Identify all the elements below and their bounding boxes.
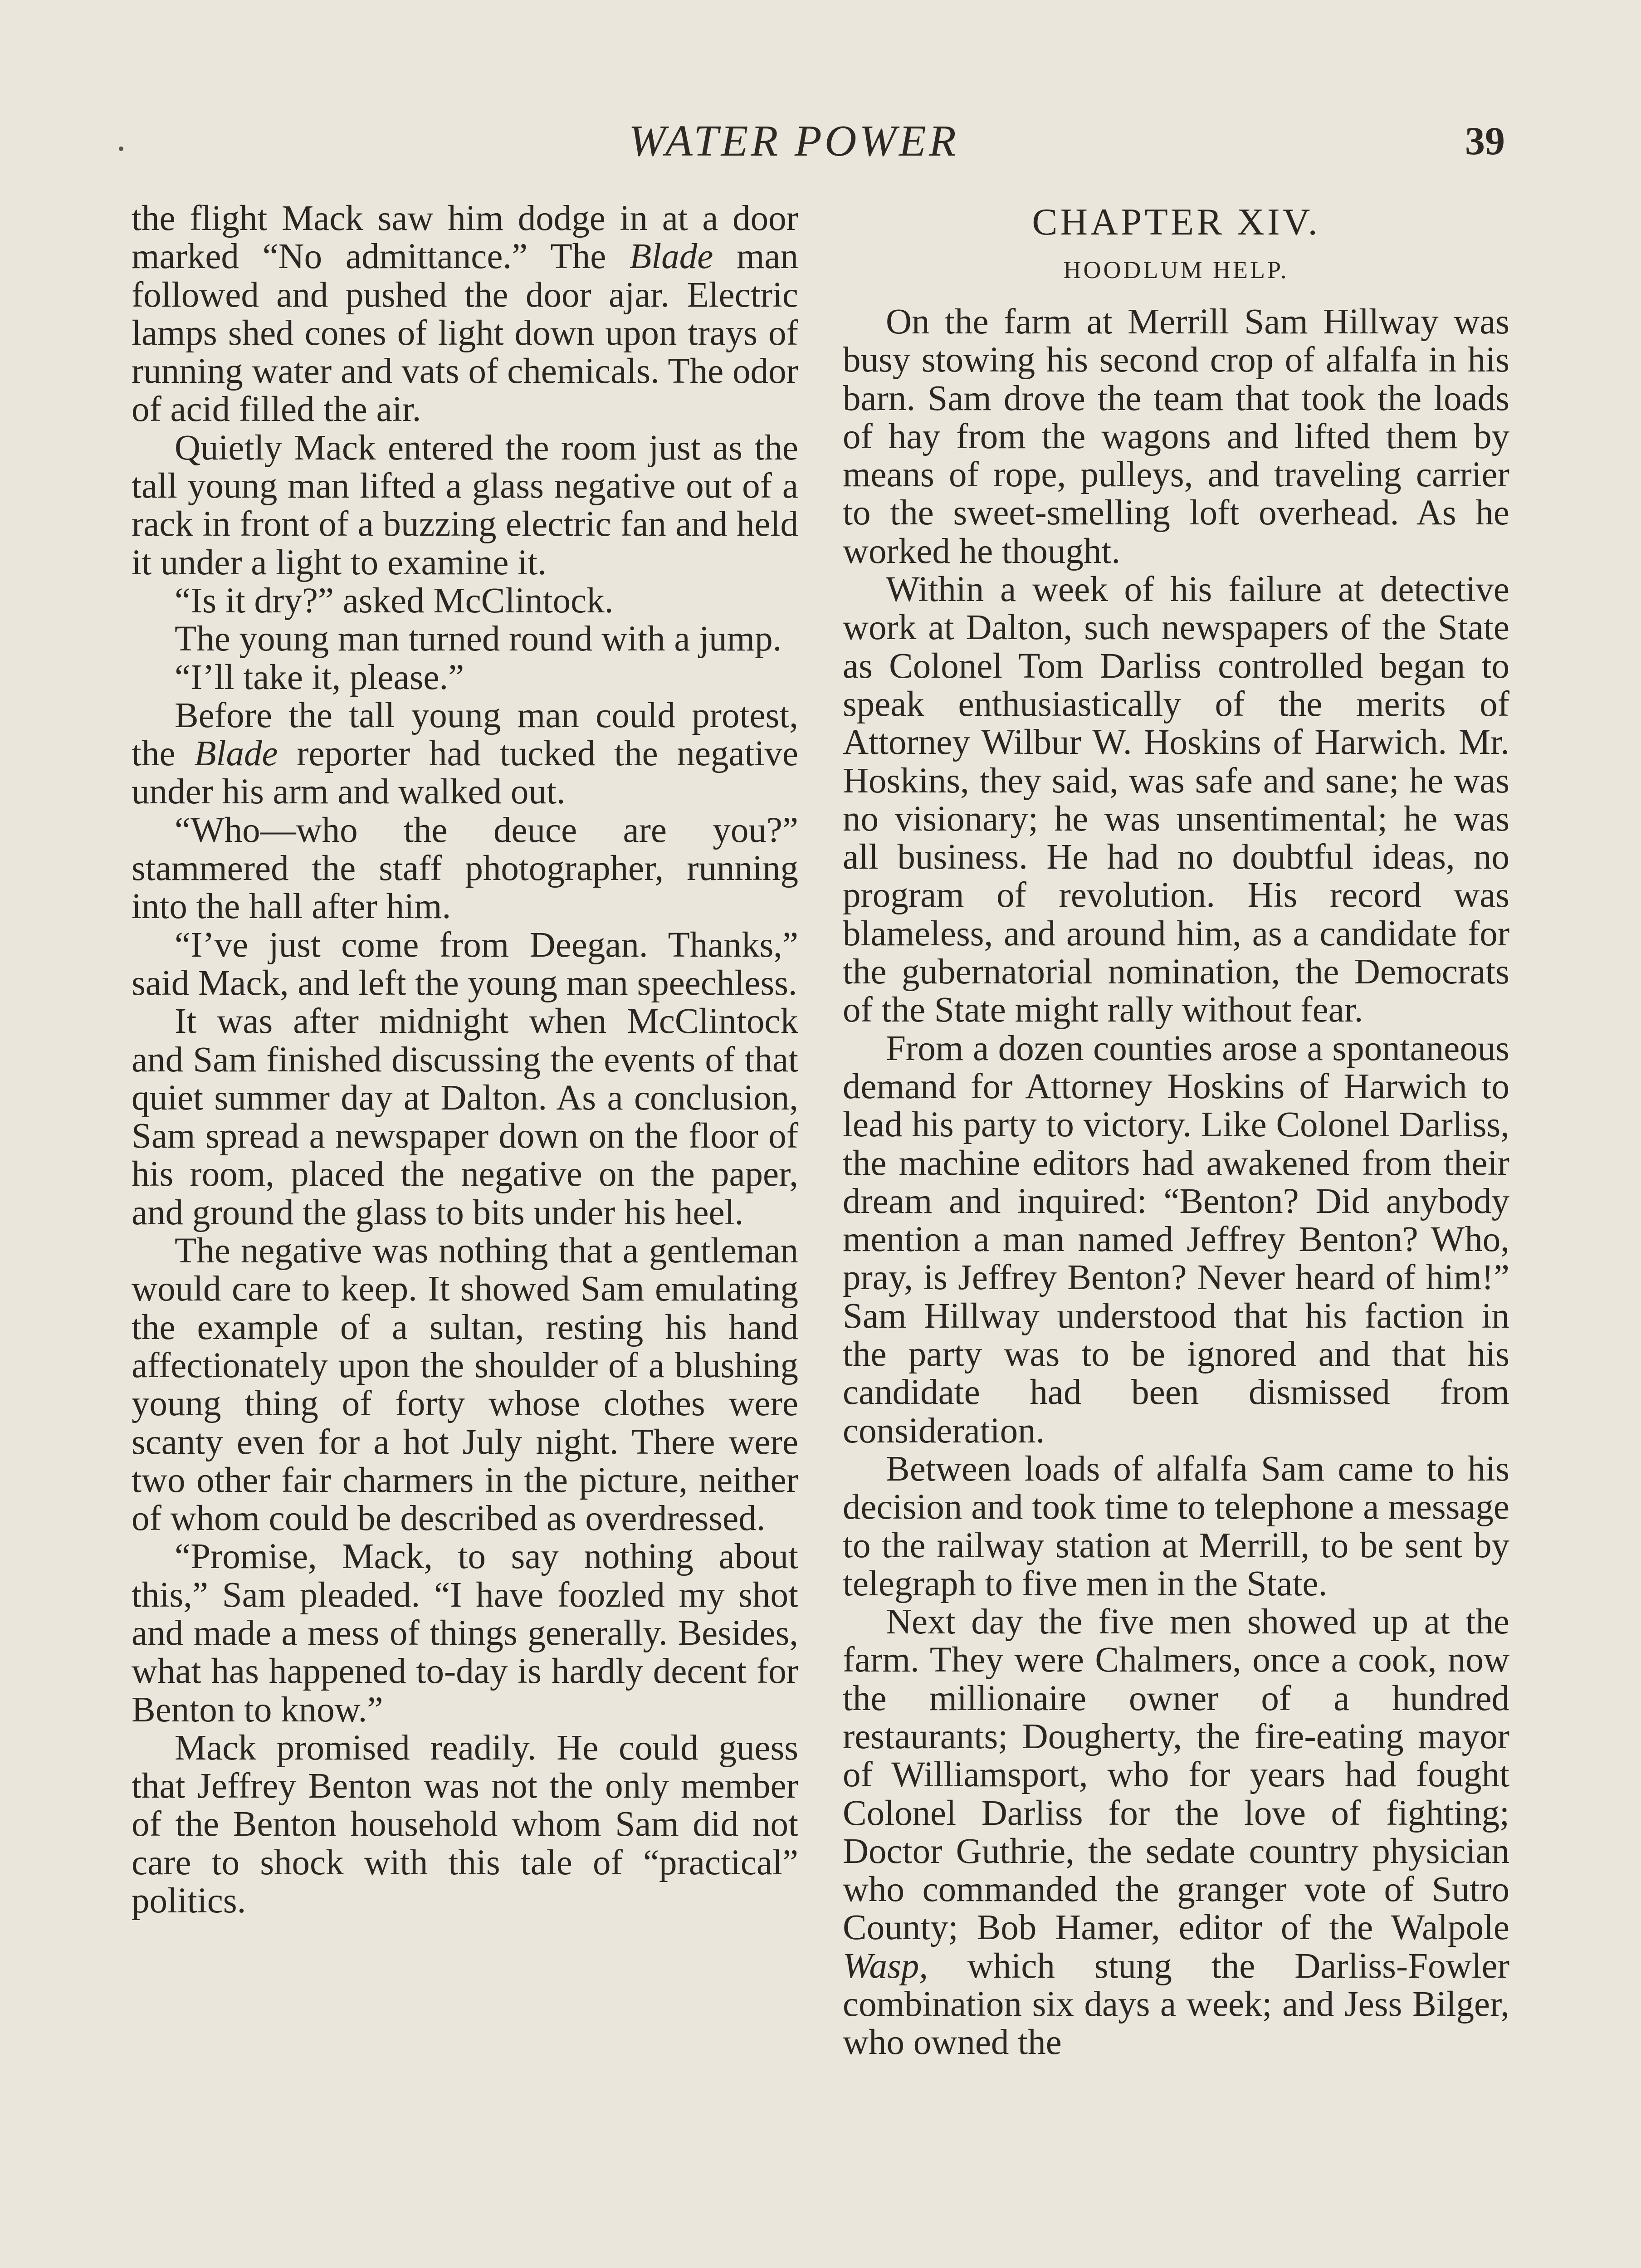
chapter-subtitle: HOODLUM HELP. — [1063, 256, 1289, 284]
running-head — [0, 116, 1641, 175]
paragraph: Within a week of his failure at detective work at Dalton, such newspapers of the State as Colonel Tom Darliss controlled began to speak enthusiastically of the merits of Attorney Wilbur W. Hoskins of Harwich. Mr. Hoskins, they said, was safe and sane; he was no visionary; he was unsentimental; he was all business. He had no doubtful ideas, no program of revolution. His record was blameless, and around him, as a candidate for the gubernatorial nomination, the Democrats of the State might rally without fear. — [843, 570, 1509, 1030]
paragraph: “Is it dry?” asked McClintock. — [175, 581, 614, 621]
paragraph: “I’ll take it, please.” — [175, 657, 464, 697]
paragraph: Quietly Mack entered the room just as the tall young man lifted a glass negative out of a rack in front of a buzzing electric fan and held it under a light to examine it. — [132, 428, 798, 582]
margin-dot — [119, 147, 123, 151]
paragraph: the flight Mack saw him dodge in at a door marked “No admittance.” The Blade man followed and pushed the door ajar. Electric lamps shed cones of light down upon trays of running water and vats of chemicals. The odor of acid filled the air. — [132, 199, 798, 430]
paragraph: The young man turned round with a jump. — [175, 619, 782, 659]
paragraph: The negative was nothing that a gentleman would care to keep. It showed Sam emulating the example of a sultan, resting his hand affectionately upon the shoulder of a blushing young thing of forty whose clothes were scanty even for a hot July night. There were two other fair charmers in the picture, neither of whom could be described as overdressed. — [132, 1231, 798, 1539]
paragraph: It was after midnight when McClintock and Sam finished discussing the events of that quiet summer day at Dalton. As a conclusion, Sam spread a newspaper down on the floor of his room, placed the negative on the paper, and ground the glass to bits under his heel. — [132, 1002, 798, 1232]
running-title: WATER POWER — [629, 117, 959, 166]
paragraph: “I’ve just come from Deegan. Thanks,” said Mack, and left the young man speechless. — [132, 925, 798, 1003]
paragraph: “Who—who the deuce are you?” stammered the staff photographer, running into the hall after him. — [132, 810, 798, 927]
page-number: 39 — [1465, 119, 1505, 163]
left-column — [132, 200, 798, 1920]
chapter-title: CHAPTER XIV. — [1032, 201, 1320, 243]
right-column — [843, 200, 1509, 2062]
paragraph: From a dozen counties arose a spontaneous demand for Attorney Hoskins of Harwich to lead his party to victory. Like Colonel Darliss, the machine editors had awakened from their dream and inquired: “Benton? Did anybody mention a man named Jeffrey Benton? Who, pray, is Jeffrey Benton? Never heard of him!” Sam Hillway understood that his faction in the party was to be ignored and that his candidate had been dismissed from consideration. — [843, 1028, 1509, 1451]
paragraph: Next day the five men showed up at the farm. They were Chalmers, once a cook, now the millionaire owner of a hundred restaurants; Dougherty, the fire-eating mayor of Williamsport, who for years had fought Colonel Darliss for the love of fighting; Doctor Guthrie, the sedate country physician who commanded the granger vote of Sutro County; Bob Hamer, editor of the Walpole Wasp, which stung the Darliss-Fowler combination six days a week; and Jess Bilger, who owned the — [843, 1602, 1509, 2063]
paragraph: Before the tall young man could protest, the Blade reporter had tucked the negative under his arm and walked out. — [132, 695, 798, 812]
paragraph: On the farm at Merrill Sam Hillway was busy stowing his second crop of alfalfa in his barn. Sam drove the team that took the loads of hay from the wagons and lifted them by means of rope, pulleys, and traveling carrier to the sweet-smelling loft overhead. As he worked he thought. — [843, 302, 1509, 571]
paragraph: “Promise, Mack, to say nothing about this,” Sam pleaded. “I have foozled my shot and made a mess of things generally. Besides, what has happened to-day is hardly decent for Benton to know.” — [132, 1537, 798, 1730]
paragraph: Mack promised readily. He could guess that Jeffrey Benton was not the only member of the Benton household whom Sam did not care to shock with this tale of “practical” politics. — [132, 1728, 798, 1921]
paragraph: Between loads of alfalfa Sam came to his decision and took time to telephone a message to the railway station at Merrill, to be sent by telegraph to five men in the State. — [843, 1449, 1509, 1603]
